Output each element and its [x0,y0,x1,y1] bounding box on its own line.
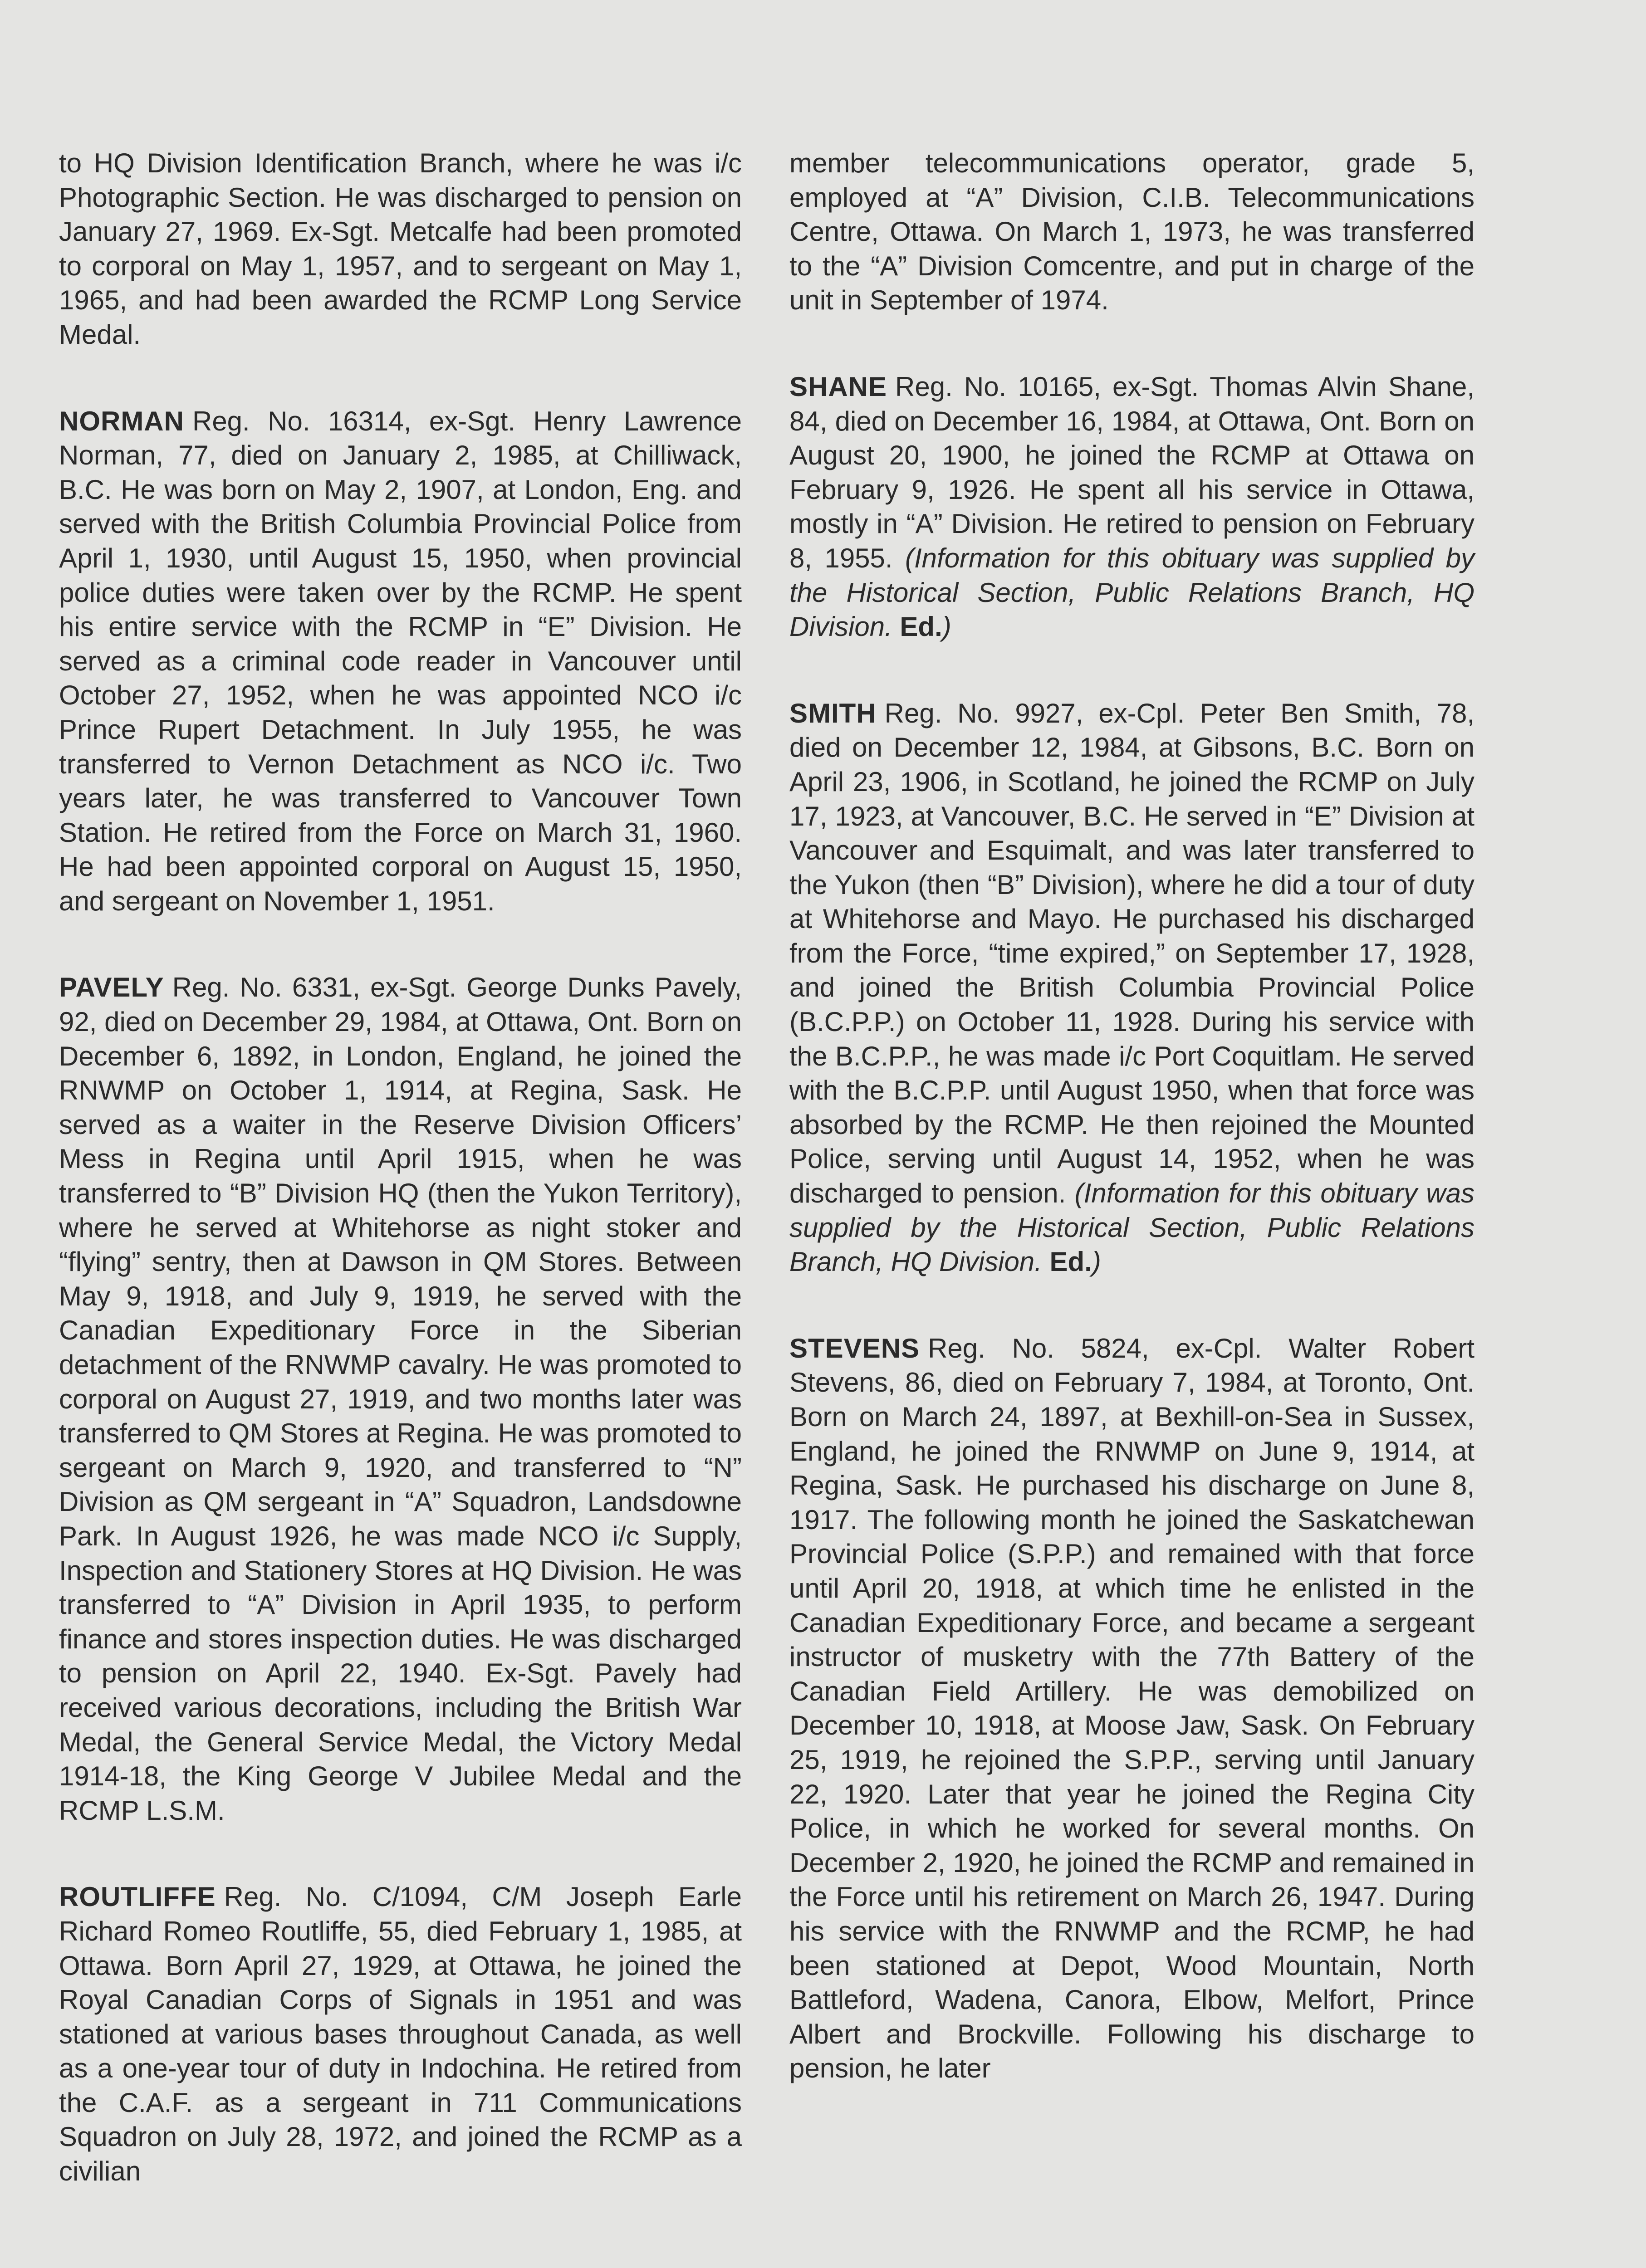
obituary-shane [789,370,1475,644]
continued-paragraph: member telecommunications operator, grade 5, employed at “A” Division, C.I.B. Telecommunications Centre, Ottawa. On March 1, 1973, he was transferred to the “A” Division Comcentre, and put in charge of the unit in September of 1974. [789,148,1475,316]
source-note: (Information for this obituary was supplied by the Historical Section, Public Relations Branch, HQ Division. [789,543,1475,642]
obituary-norman [59,404,742,919]
obituary-name: ROUTLIFFE [59,1882,216,1912]
right-column [789,146,1475,2086]
editor-mark: Ed. [1049,1246,1092,1277]
source-note: (Information for this obituary was supplied by the Historical Section, Public Relations Branch, HQ Division. [789,1178,1475,1277]
obituary-text: Reg. No. C/1094, C/M Joseph Earle Richard Romeo Routliffe, 55, died February 1, 1985, at Ottawa. Born April 27, 1929, at Ottawa, he joined the Royal Canadian Corps of Signals in 1951 and was stationed at various bases throughout Canada, as well as a one-year tour of duty in Indochina. He retired from the C.A.F. as a sergeant in 711 Communications Squadron on July 28, 1972, and joined the RCMP as a civilian [59,1882,742,2187]
left-column [59,146,742,2189]
obituary-text: Reg. No. 16314, ex-Sgt. Henry Lawrence Norman, 77, died on January 2, 1985, at Chilliwack, B.C. He was born on May 2, 1907, at London, Eng. and served with the British Columbia Provincial Police from April 1, 1930, until August 15, 1950, when provincial police duties were taken over by the RCMP. He spent his entire service with the RCMP in “E” Division. He served as a criminal code reader in Vancouver until October 27, 1952, when he was appointed NCO i/c Prince Rupert Detachment. In July 1955, he was transferred to Vernon Detachment as NCO i/c. Two years later, he was transferred to Vancouver Town Station. He retired from the Force on March 31, 1960. He had been appointed corporal on August 15, 1950, and sergeant on November 1, 1951. [59,406,742,916]
obituary-text: Reg. No. 10165, ex-Sgt. Thomas Alvin Shane, 84, died on December 16, 1984, at Ottawa, Ont. Born on August 20, 1900, he joined the RCMP at Ottawa on February 9, 1926. He spent all his service in Ottawa, mostly in “A” Division. He retired to pension on February 8, 1955. [789,371,1475,573]
obituary-smith [789,696,1475,1279]
obituary-name: SMITH [789,698,877,728]
note-close: ) [1092,1246,1101,1277]
obituary-name: PAVELY [59,972,164,1003]
obituary-pavely [59,970,742,1828]
obituary-text: Reg. No. 9927, ex-Cpl. Peter Ben Smith, 78, died on December 12, 1984, at Gibsons, B.C. Born on April 23, 1906, in Scotland, he joined the RCMP on July 17, 1923, at Vancouver, B.C. He served in “E” Division at Vancouver and Esquimalt, and was later transferred to the Yukon (then “B” Division), where he did a tour of duty at Whitehorse and Mayo. He purchased his discharged from the Force, “time expired,” on September 17, 1928, and joined the British Columbia Provincial Police (B.C.P.P.) on October 11, 1928. During his service with the B.C.P.P., he was made i/c Port Coquitlam. He served with the B.C.P.P. until August 1950, when that force was absorbed by the RCMP. He then rejoined the Mounted Police, serving until August 14, 1952, when he was discharged to pension. [789,698,1475,1209]
editor-mark: Ed. [900,611,942,642]
obituary-name: SHANE [789,371,887,402]
obituary-name: NORMAN [59,406,184,436]
obituary-stevens [789,1331,1475,2086]
obituary-text: Reg. No. 5824, ex-Cpl. Walter Robert Stevens, 86, died on February 7, 1984, at Toronto, Ont. Born on March 24, 1897, at Bexhill-on-Sea in Sussex, England, he joined the RNWMP on June 9, 1914, at Regina, Sask. He purchased his discharge on June 8, 1917. The following month he joined the Saskatchewan Provincial Police (S.P.P.) and remained with that force until April 20, 1918, at which time he enlisted in the Canadian Expeditionary Force, and became a sergeant instructor of musketry with the 77th Battery of the Canadian Field Artillery. He was demobilized on December 10, 1918, at Moose Jaw, Sask. On February 25, 1919, he rejoined the S.P.P., serving until January 22, 1920. Later that year he joined the Regina City Police, in which he worked for several months. On December 2, 1920, he joined the RCMP and remained in the Force until his retirement on March 26, 1947. During his service with the RNWMP and the RCMP, he had been stationed at Depot, Wood Mountain, North Battleford, Wadena, Canora, Elbow, Melfort, Prince Albert and Brockville. Following his discharge to pension, he later [789,1333,1475,2084]
continued-paragraph: to HQ Division Identification Branch, where he was i/c Photographic Section. He was discharged to pension on January 27, 1969. Ex-Sgt. Metcalfe had been promoted to corporal on May 1, 1957, and to sergeant on May 1, 1965, and had been awarded the RCMP Long Service Medal. [59,148,742,350]
obituary-name: STEVENS [789,1333,920,1364]
obituary-routliffe [59,1880,742,2188]
note-close: ) [942,611,951,642]
obituary-text: Reg. No. 6331, ex-Sgt. George Dunks Pavely, 92, died on December 29, 1984, at Ottawa, Ont. Born on December 6, 1892, in London, England, he joined the RNWMP on October 1, 1914, at Regina, Sask. He served as a waiter in the Reserve Division Officers’ Mess in Regina until April 1915, when he was transferred to “B” Division HQ (then the Yukon Territory), where he served at Whitehorse as night stoker and “flying” sentry, then at Dawson in QM Stores. Between May 9, 1918, and July 9, 1919, he served with the Canadian Expeditionary Force in the Siberian detachment of the RNWMP cavalry. He was promoted to corporal on August 27, 1919, and two months later was transferred to QM Stores at Regina. He was promoted to sergeant on March 9, 1920, and transferred to “N” Division as QM sergeant in “A” Squadron, Landsdowne Park. In August 1926, he was made NCO i/c Supply, Inspection and Stationery Stores at HQ Division. He was transferred to “A” Division in April 1935, to perform finance and stores inspection duties. He was discharged to pension on April 22, 1940. Ex-Sgt. Pavely had received various decorations, including the British War Medal, the General Service Medal, the Victory Medal 1914-18, the King George V Jubilee Medal and the RCMP L.S.M. [59,972,742,1826]
